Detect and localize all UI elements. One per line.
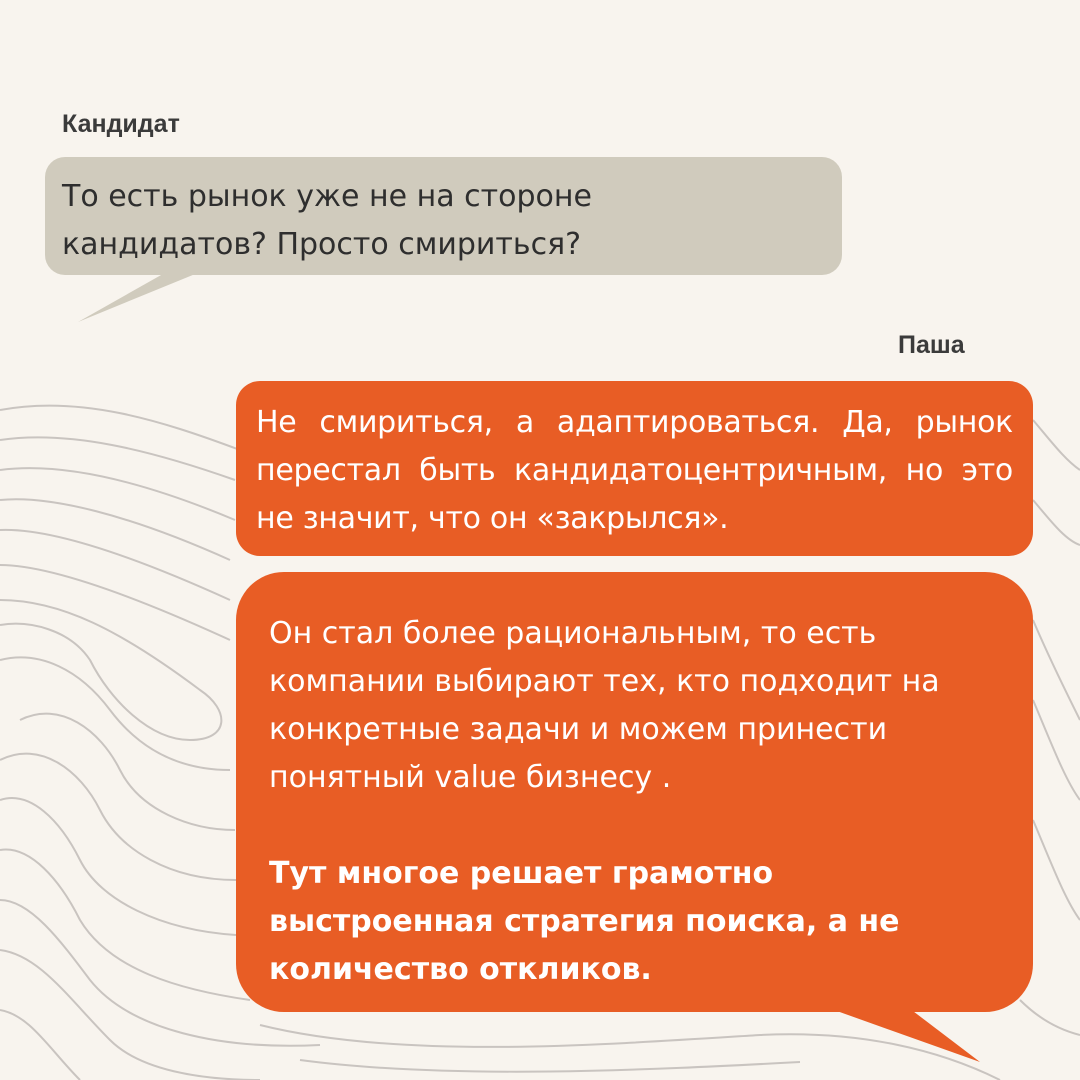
reply-bold-line: выстроенная стратегия поиска, а не (269, 904, 900, 939)
candidate-message-line: кандидатов? Просто смириться? (62, 227, 582, 262)
candidate-message-bubble (45, 157, 842, 275)
reply-message-bubble-1 (236, 381, 1033, 556)
reply-author-name: Паша (898, 331, 965, 359)
reply-message-line: компании выбирают тех, кто подходит на (269, 664, 940, 699)
reply-bold-line: Тут многое решает грамотно (269, 856, 774, 891)
reply-message-line: Он стал более рациональным, то есть (269, 616, 877, 651)
reply-message-text: Не смириться, а адаптироваться. Да, рынок перестал быть кандидатоцентричным, но это не значит, что он «закрылся». (256, 405, 1013, 536)
reply-message-line: конкретные задачи и можем принести (269, 712, 888, 747)
candidate-message-line: То есть рынок уже не на стороне (62, 179, 592, 214)
reply-bold-line: количество откликов. (269, 952, 652, 987)
candidate-name: Кандидат (62, 110, 180, 138)
reply-message-line: понятный value бизнесу . (269, 760, 672, 795)
reply-message-bubble-2 (236, 572, 1033, 1012)
